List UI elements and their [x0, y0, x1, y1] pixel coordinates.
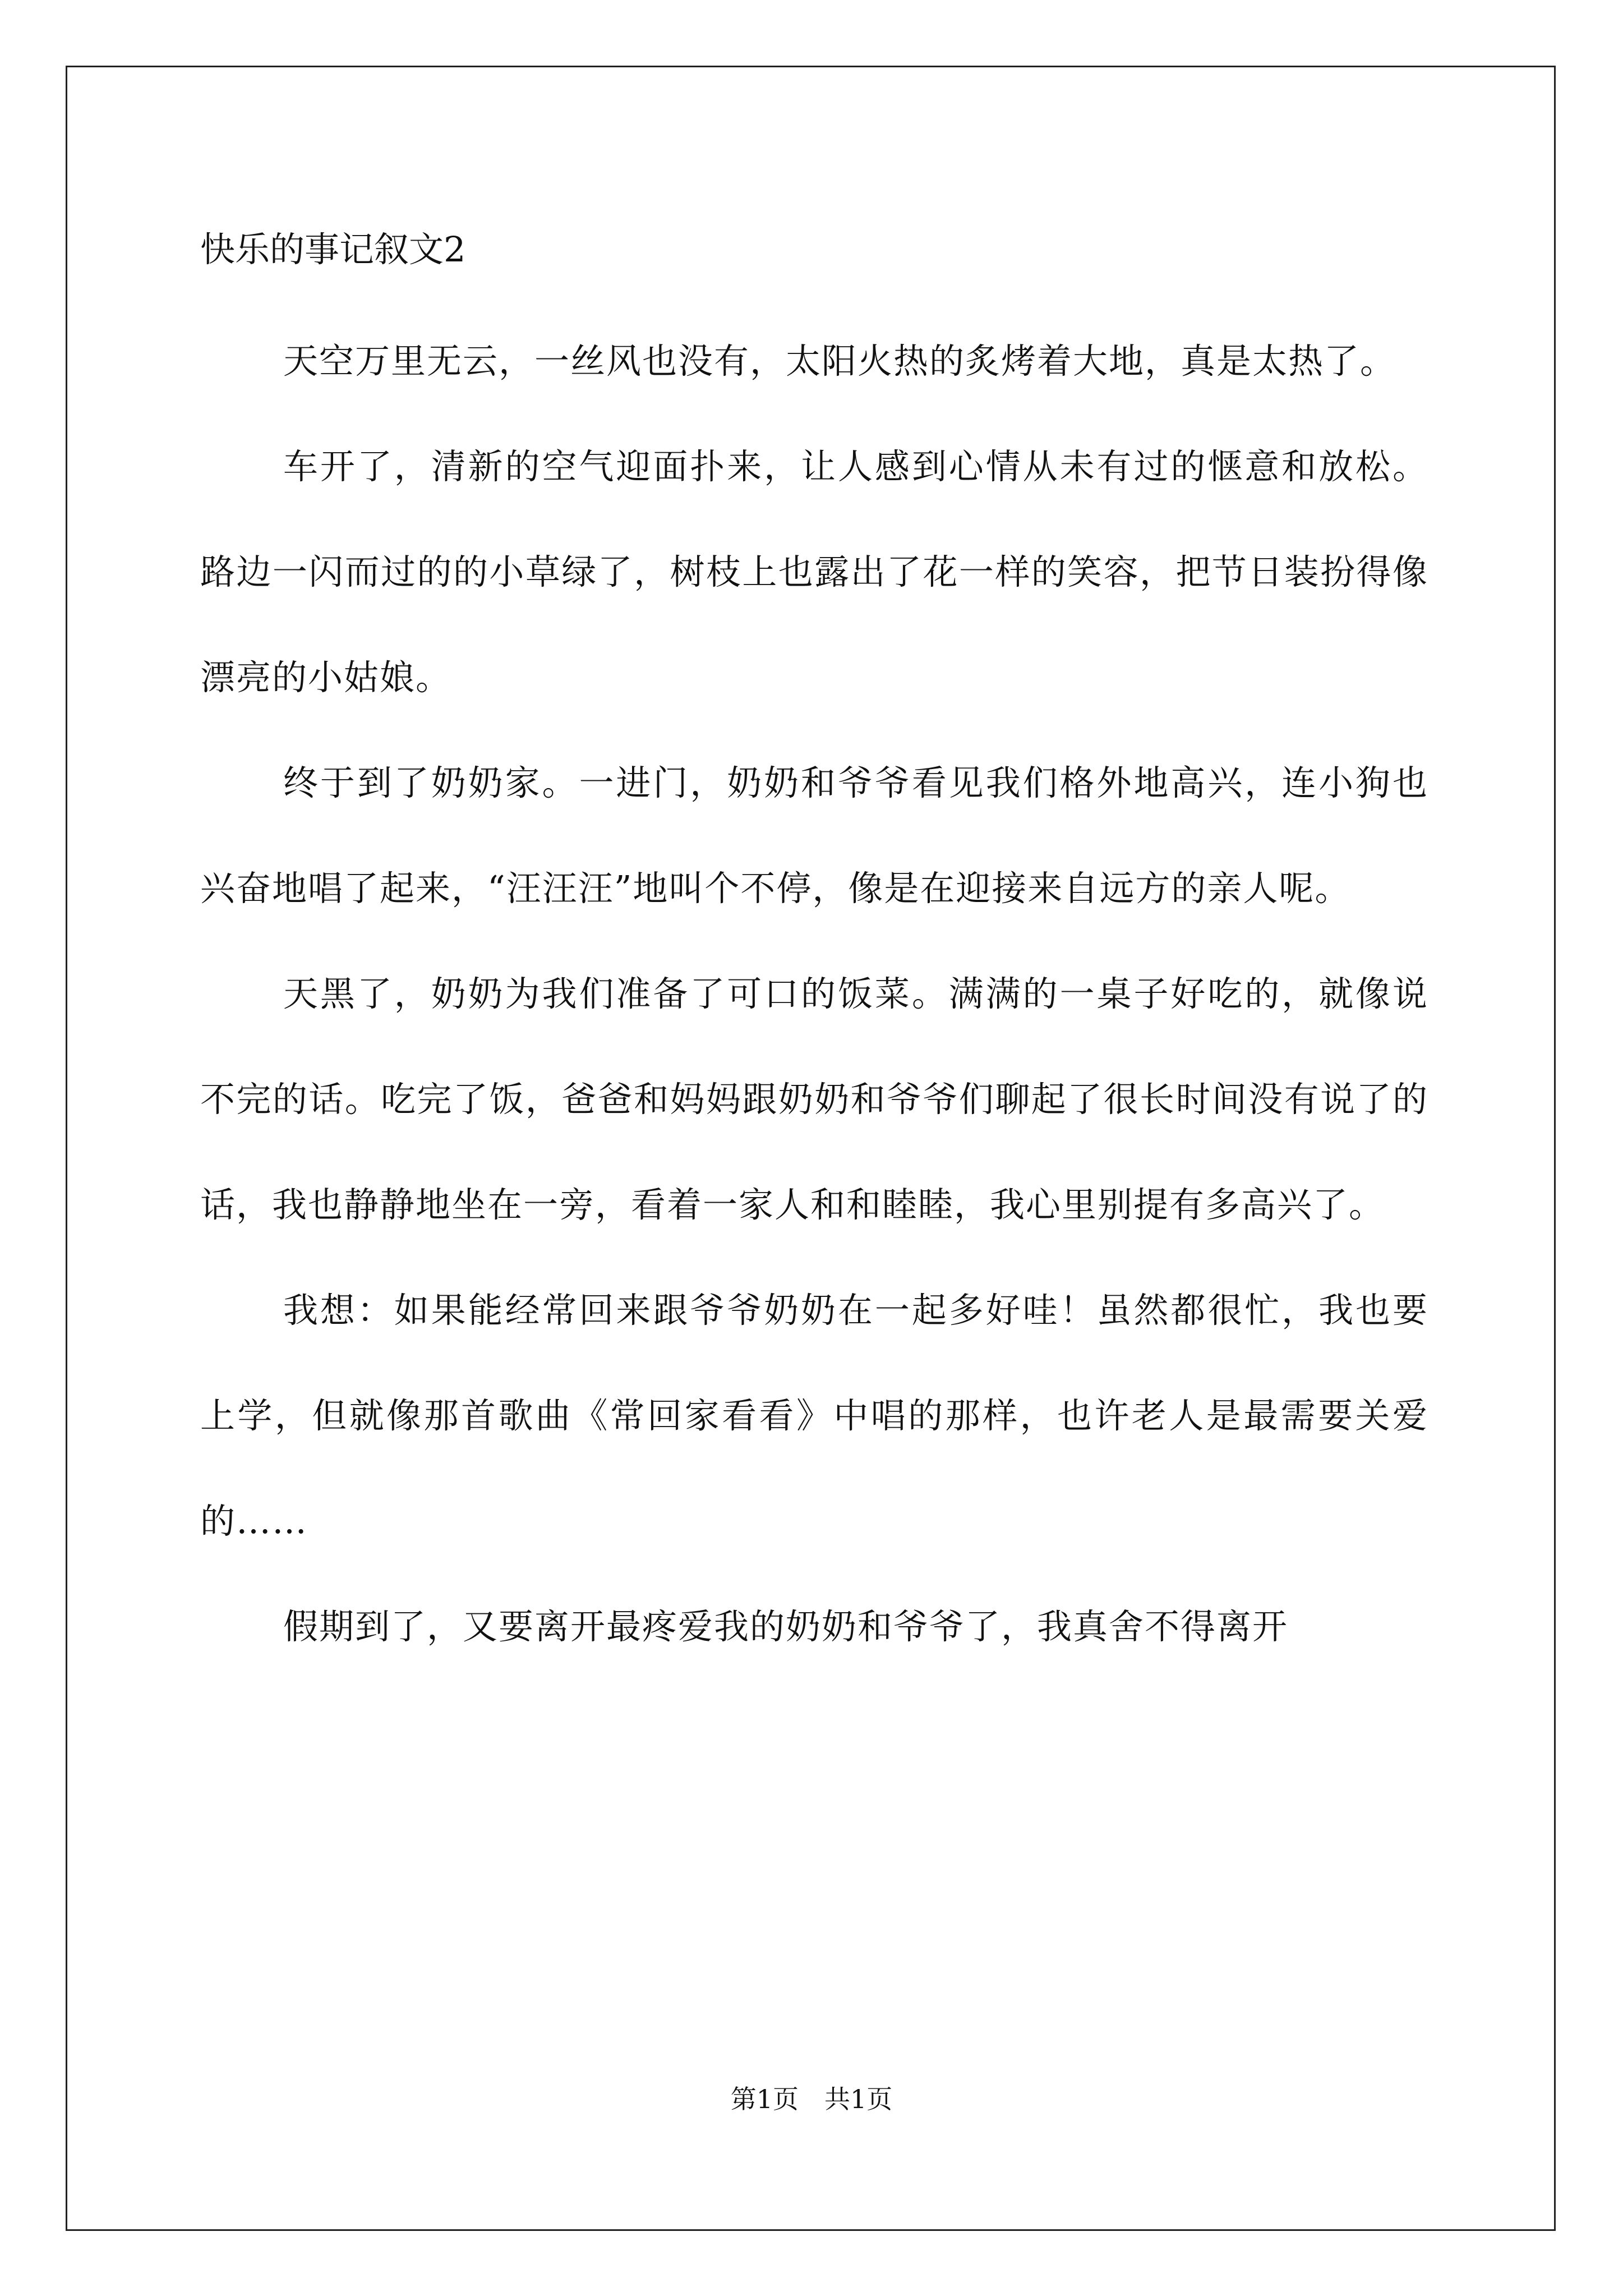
paragraph-6: 假期到了，又要离开最疼爱我的奶奶和爷爷了，我真舍不得离开: [283, 1606, 1289, 1647]
page-footer: [0, 2082, 1623, 2116]
document-title: 快乐的事记叙文2: [200, 229, 466, 270]
page-number: 第1页: [730, 2084, 799, 2114]
document-body: [200, 219, 1428, 1680]
paragraph-1: 天空万里无云，一丝风也没有，太阳火热的炙烤着大地，真是太热了。: [283, 341, 1396, 381]
page-total: 共1页: [824, 2084, 893, 2114]
paragraph-5: 我想：如果能经常回来跟爷爷奶奶在一起多好哇！虽然都很忙，我也要上学，但就像那首歌曲《常回家看看》中唱的那样，也许老人是最需要关爱的……: [200, 1290, 1428, 1542]
paragraph-3: 终于到了奶奶家。一进门，奶奶和爷爷看见我们格外地高兴，连小狗也兴奋地唱了起来，“汪汪汪”地叫个不停，像是在迎接来自远方的亲人呢。: [200, 762, 1428, 909]
paragraph-4: 天黑了，奶奶为我们准备了可口的饭菜。满满的一桌子好吃的，就像说不完的话。吃完了饭，爸爸和妈妈跟奶奶和爷爷们聊起了很长时间没有说了的话，我也静静地坐在一旁，看着一家人和和睦睦，我心里别提有多高兴了。: [200, 973, 1428, 1225]
paragraph-2: 车开了，清新的空气迎面扑来，让人感到心情从未有过的惬意和放松。路边一闪而过的的小草绿了，树枝上也露出了花一样的笑容，把节日装扮得像漂亮的小姑娘。: [200, 446, 1428, 698]
